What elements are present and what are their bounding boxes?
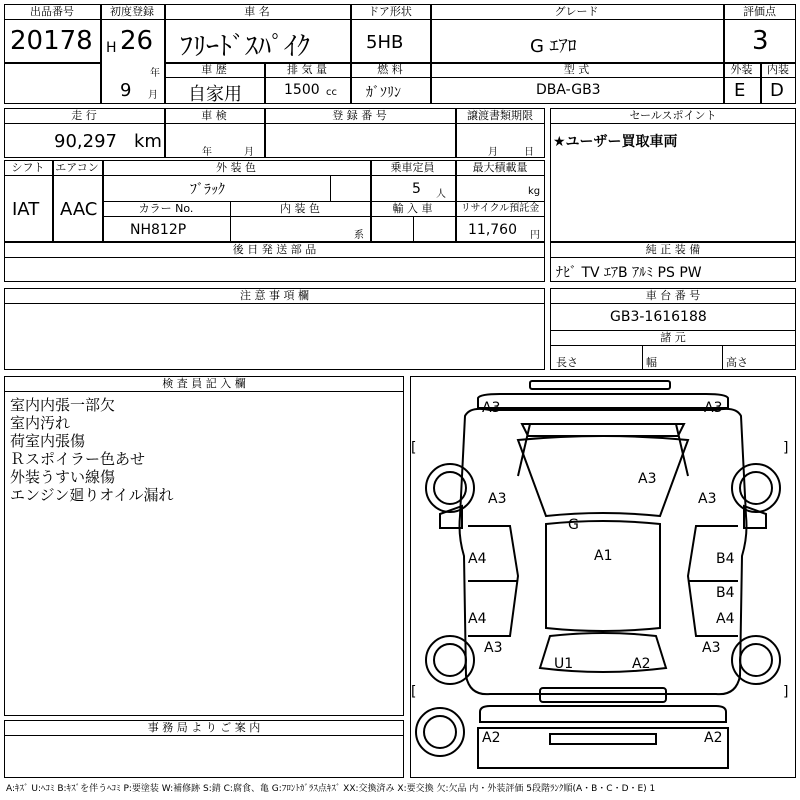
notes-label: 注 意 事 項 欄 [240, 289, 309, 302]
legend-footer: A:ｷｽﾞ U:ﾍｺﾐ B:ｷｽﾞを伴うﾍｺﾐ P:要塗装 W:補修跡 S:錆 C:腐食、亀 G:ﾌﾛﾝﾄｶﾞﾗｽ点ｷｽﾞ XX:交換済み X:要交換 欠:欠品 内・外装評価 5段階ﾗﾝｸ順(A・B・C・D・E) 1 [6, 784, 656, 794]
equipment-label: 純 正 装 備 [645, 243, 701, 256]
bracket: ] [783, 684, 789, 700]
damage-mark: A2 [632, 656, 651, 672]
damage-mark: G [568, 517, 579, 533]
year-unit: 年 [150, 68, 160, 79]
transfer-day-unit: 日 [524, 147, 534, 158]
exterior-grade: E [734, 80, 746, 101]
recycle-label: リサイクル預託金 [460, 203, 540, 214]
damage-mark: A4 [468, 611, 487, 627]
load-unit: kg [528, 186, 541, 197]
color-no-label: カラー No. [138, 202, 194, 215]
damage-mark: A4 [468, 551, 487, 567]
mileage-label: 走 行 [71, 109, 97, 122]
inspector-note: 外装うすい線傷 [10, 468, 116, 486]
damage-mark: A3 [638, 471, 657, 487]
inspector-note: 荷室内張傷 [10, 432, 86, 450]
door-type: 5HB [366, 32, 404, 53]
interior-label: 内装 [767, 63, 789, 76]
damage-mark: A3 [484, 640, 503, 656]
damage-mark: B4 [716, 585, 735, 601]
mileage: 90,297 [54, 131, 117, 152]
int-color-unit: 系 [354, 230, 364, 241]
int-color-label: 内 装 色 [280, 202, 320, 215]
lot-no: 20178 [10, 26, 93, 56]
office-label: 事 務 局 よ り ご 案 内 [147, 721, 261, 734]
car-name: ﾌﾘｰﾄﾞｽﾊﾟｲｸ [180, 32, 311, 62]
bracket: [ [411, 440, 417, 456]
damage-mark: A2 [704, 730, 723, 746]
exterior-label: 外装 [730, 63, 753, 76]
bracket: [ [411, 684, 417, 700]
inspector-note: Ｒスポイラー色あせ [10, 450, 146, 468]
reg-year: 26 [120, 26, 154, 56]
inspection-year-unit: 年 [202, 147, 212, 158]
chassis-no: GB3-1616188 [610, 309, 707, 325]
inspector-note: 室内汚れ [10, 414, 71, 432]
equipment: ﾅﾋﾞ TV ｴｱB ｱﾙﾐ PS PW [556, 265, 702, 281]
inspection-label: 車 検 [201, 109, 227, 122]
displacement-label: 排 気 量 [287, 63, 327, 76]
bracket: ] [783, 440, 789, 456]
ac-label: エアコン [55, 161, 99, 174]
ext-color: ﾌﾞﾗｯｸ [190, 182, 225, 198]
length-label: 長さ [556, 356, 578, 369]
later-parts-label: 後 日 発 送 部 品 [232, 243, 317, 256]
seats-label: 乗車定員 [390, 161, 435, 174]
inspection-month-unit: 月 [244, 147, 254, 158]
month-unit: 月 [148, 90, 158, 101]
damage-mark: U1 [554, 656, 574, 672]
color-no: NH812P [130, 222, 187, 238]
inspector-label: 検 査 員 記 入 欄 [162, 377, 246, 390]
dims-label: 諸 元 [660, 331, 686, 344]
fuel-label: 燃 料 [377, 63, 403, 76]
displacement-unit: cc [326, 87, 337, 98]
fuel: ｶﾞｿﾘﾝ [366, 85, 401, 101]
chassis-label: 車 台 番 号 [645, 289, 701, 302]
grade-label: グレード [554, 5, 599, 18]
car-name-label: 車 名 [244, 5, 270, 18]
seats-unit: 人 [436, 189, 446, 200]
damage-mark: A2 [482, 730, 501, 746]
seats: 5 [412, 181, 421, 197]
first-reg-label: 初度登録 [110, 5, 154, 18]
history-label: 車 歴 [201, 63, 227, 76]
model-label: 型 式 [563, 63, 590, 76]
damage-mark: A4 [716, 611, 735, 627]
damage-mark: A3 [698, 491, 717, 507]
transfer-month-unit: 月 [488, 147, 498, 158]
grade: G ｴｱﾛ [530, 36, 577, 57]
damage-mark: B4 [716, 551, 735, 567]
recycle-fee: 11,760 [468, 222, 517, 238]
history: 自家用 [188, 84, 242, 105]
damage-mark: A3 [488, 491, 507, 507]
sales-point-block [550, 108, 796, 242]
inspector-note: 室内内張一部欠 [10, 396, 116, 414]
shift-label: シフト [11, 161, 45, 174]
displacement: 1500 [284, 82, 320, 98]
shift: IAT [12, 199, 40, 220]
width-label: 幅 [646, 356, 657, 369]
score-label: 評価点 [743, 5, 776, 18]
reg-no-label: 登 録 番 号 [332, 109, 387, 122]
door-label: ドア形状 [368, 5, 412, 18]
damage-mark: A3 [482, 400, 501, 416]
mileage-unit: km [134, 131, 162, 152]
car-outline-drawing [410, 376, 796, 778]
recycle-unit: 円 [530, 230, 540, 241]
damage-mark: A3 [702, 640, 721, 656]
lot-no-label: 出品番号 [30, 5, 74, 18]
sales-point-text: ★ユーザー買取車両 [553, 134, 678, 150]
score: 3 [752, 26, 769, 56]
transfer-label: 譲渡書類期限 [467, 109, 533, 122]
inspector-notes [10, 396, 174, 504]
model: DBA-GB3 [536, 82, 601, 98]
inspector-note: エンジン廻りオイル漏れ [10, 486, 174, 504]
damage-mark: A3 [704, 400, 723, 416]
sales-point-label: セールスポイント [629, 109, 717, 122]
reg-month: 9 [120, 80, 132, 101]
era: H [106, 40, 117, 56]
air-conditioner: AAC [60, 199, 98, 220]
load-label: 最大積載量 [472, 161, 528, 174]
damage-mark: A1 [594, 548, 613, 564]
height-label: 高さ [726, 356, 748, 369]
ext-color-label: 外 装 色 [216, 161, 256, 174]
interior-grade: D [770, 80, 784, 101]
import-label: 輸 入 車 [392, 202, 433, 215]
